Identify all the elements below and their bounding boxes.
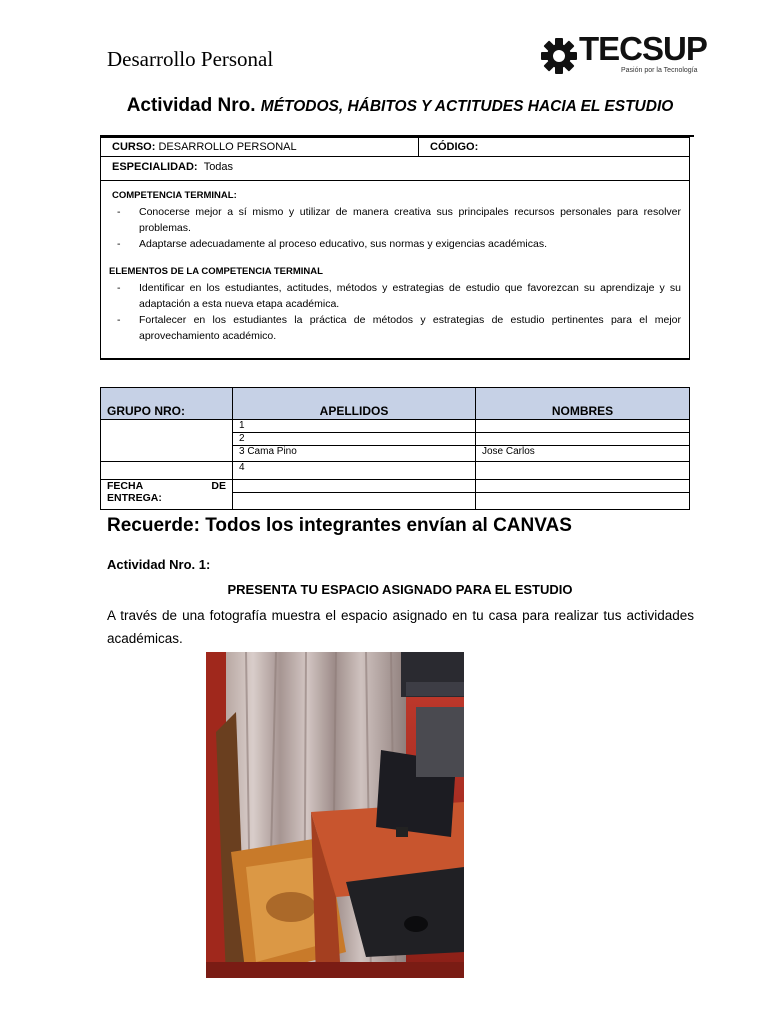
tecsup-gear-icon xyxy=(541,38,577,74)
codigo-cell xyxy=(418,138,689,156)
activity1-instruction: A través de una fotografía muestra el espacio asignado en tu casa para realizar tus actividades académicas. xyxy=(107,608,694,646)
curso-cell xyxy=(101,138,418,156)
codigo-label: CÓDIGO: xyxy=(430,141,479,153)
curso-label: CURSO: xyxy=(112,141,156,153)
fecha-cell[interactable] xyxy=(476,480,690,493)
competencia-list xyxy=(109,204,681,252)
nombres-cell[interactable] xyxy=(476,433,690,446)
apellidos-cell[interactable]: 2 xyxy=(233,433,476,446)
especialidad-cell xyxy=(101,157,244,180)
table-row xyxy=(101,480,690,493)
elementos-list xyxy=(109,280,681,344)
activity1-title: PRESENTA TU ESPACIO ASIGNADO PARA EL ESTUDIO xyxy=(227,582,573,597)
nombres-cell[interactable] xyxy=(476,420,690,433)
tecsup-logo xyxy=(541,30,707,80)
document-header-title: Desarrollo Personal xyxy=(107,47,274,71)
group-table xyxy=(100,387,690,510)
apellidos-cell[interactable]: 4 xyxy=(233,462,476,480)
fecha-label-line1: FECHA DE xyxy=(107,480,226,492)
course-row xyxy=(101,138,689,157)
header-apellidos: APELLIDOS xyxy=(233,388,476,420)
fecha-entrega-cell xyxy=(101,480,233,510)
especialidad-row xyxy=(101,157,689,181)
header-nombres: NOMBRES xyxy=(476,388,690,420)
activity-prefix: Actividad Nro. xyxy=(126,95,256,116)
canvas-reminder: Recuerde: Todos los integrantes envían al CANVAS xyxy=(107,515,572,536)
table-row xyxy=(101,420,690,433)
logo-wordmark: TECSUP xyxy=(579,30,707,67)
fecha-cell[interactable] xyxy=(233,493,476,510)
nombres-cell[interactable]: Jose Carlos xyxy=(476,446,690,462)
fecha-label-line2: ENTREGA: xyxy=(107,492,162,504)
competencias-section xyxy=(101,181,689,358)
logo-tagline: Pasión por la Tecnología xyxy=(621,67,698,74)
grupo-cell[interactable] xyxy=(101,462,233,480)
list-item: - Adaptarse adecuadamente al proceso educativo, sus normas y exigencias académicas. xyxy=(109,236,681,252)
list-item: - Fortalecer en los estudiantes la práctica de métodos y estrategias de estudio pertinentes para el mejor aprovechamiento académico. xyxy=(109,312,681,344)
activity1-label: Actividad Nro. 1: xyxy=(107,557,211,572)
especialidad-value: Todas xyxy=(203,161,234,173)
curso-value: DESARROLLO PERSONAL xyxy=(158,141,297,153)
activity-title xyxy=(0,95,768,117)
header-grupo: GRUPO NRO: xyxy=(101,388,233,420)
especialidad-label: ESPECIALIDAD: xyxy=(112,161,198,173)
list-item: - Conocerse mejor a sí mismo y utilizar de manera creativa sus principales recursos personales para resolver problemas. xyxy=(109,204,681,236)
nombres-cell[interactable] xyxy=(476,462,690,480)
activity-topic: MÉTODOS, HÁBITOS Y ACTITUDES HACIA EL ESTUDIO xyxy=(260,98,674,115)
competencia-heading: COMPETENCIA TERMINAL: xyxy=(112,190,237,201)
photo-illustration xyxy=(206,652,464,978)
elementos-heading: ELEMENTOS DE LA COMPETENCIA TERMINAL xyxy=(109,266,323,277)
grupo-cell[interactable] xyxy=(101,420,233,462)
fecha-cell[interactable] xyxy=(476,493,690,510)
study-space-photo xyxy=(206,652,464,978)
list-item: - Identificar en los estudiantes, actitudes, métodos y estrategias de estudio que favorezcan su aprendizaje y su adaptación a esta nueva etapa académica. xyxy=(109,280,681,312)
fecha-cell[interactable] xyxy=(233,480,476,493)
apellidos-cell[interactable]: 1 xyxy=(233,420,476,433)
table-row xyxy=(101,462,690,480)
table-header-row xyxy=(101,388,690,420)
apellidos-cell[interactable]: 3 Cama Pino xyxy=(233,446,476,462)
course-info-box xyxy=(100,137,690,360)
